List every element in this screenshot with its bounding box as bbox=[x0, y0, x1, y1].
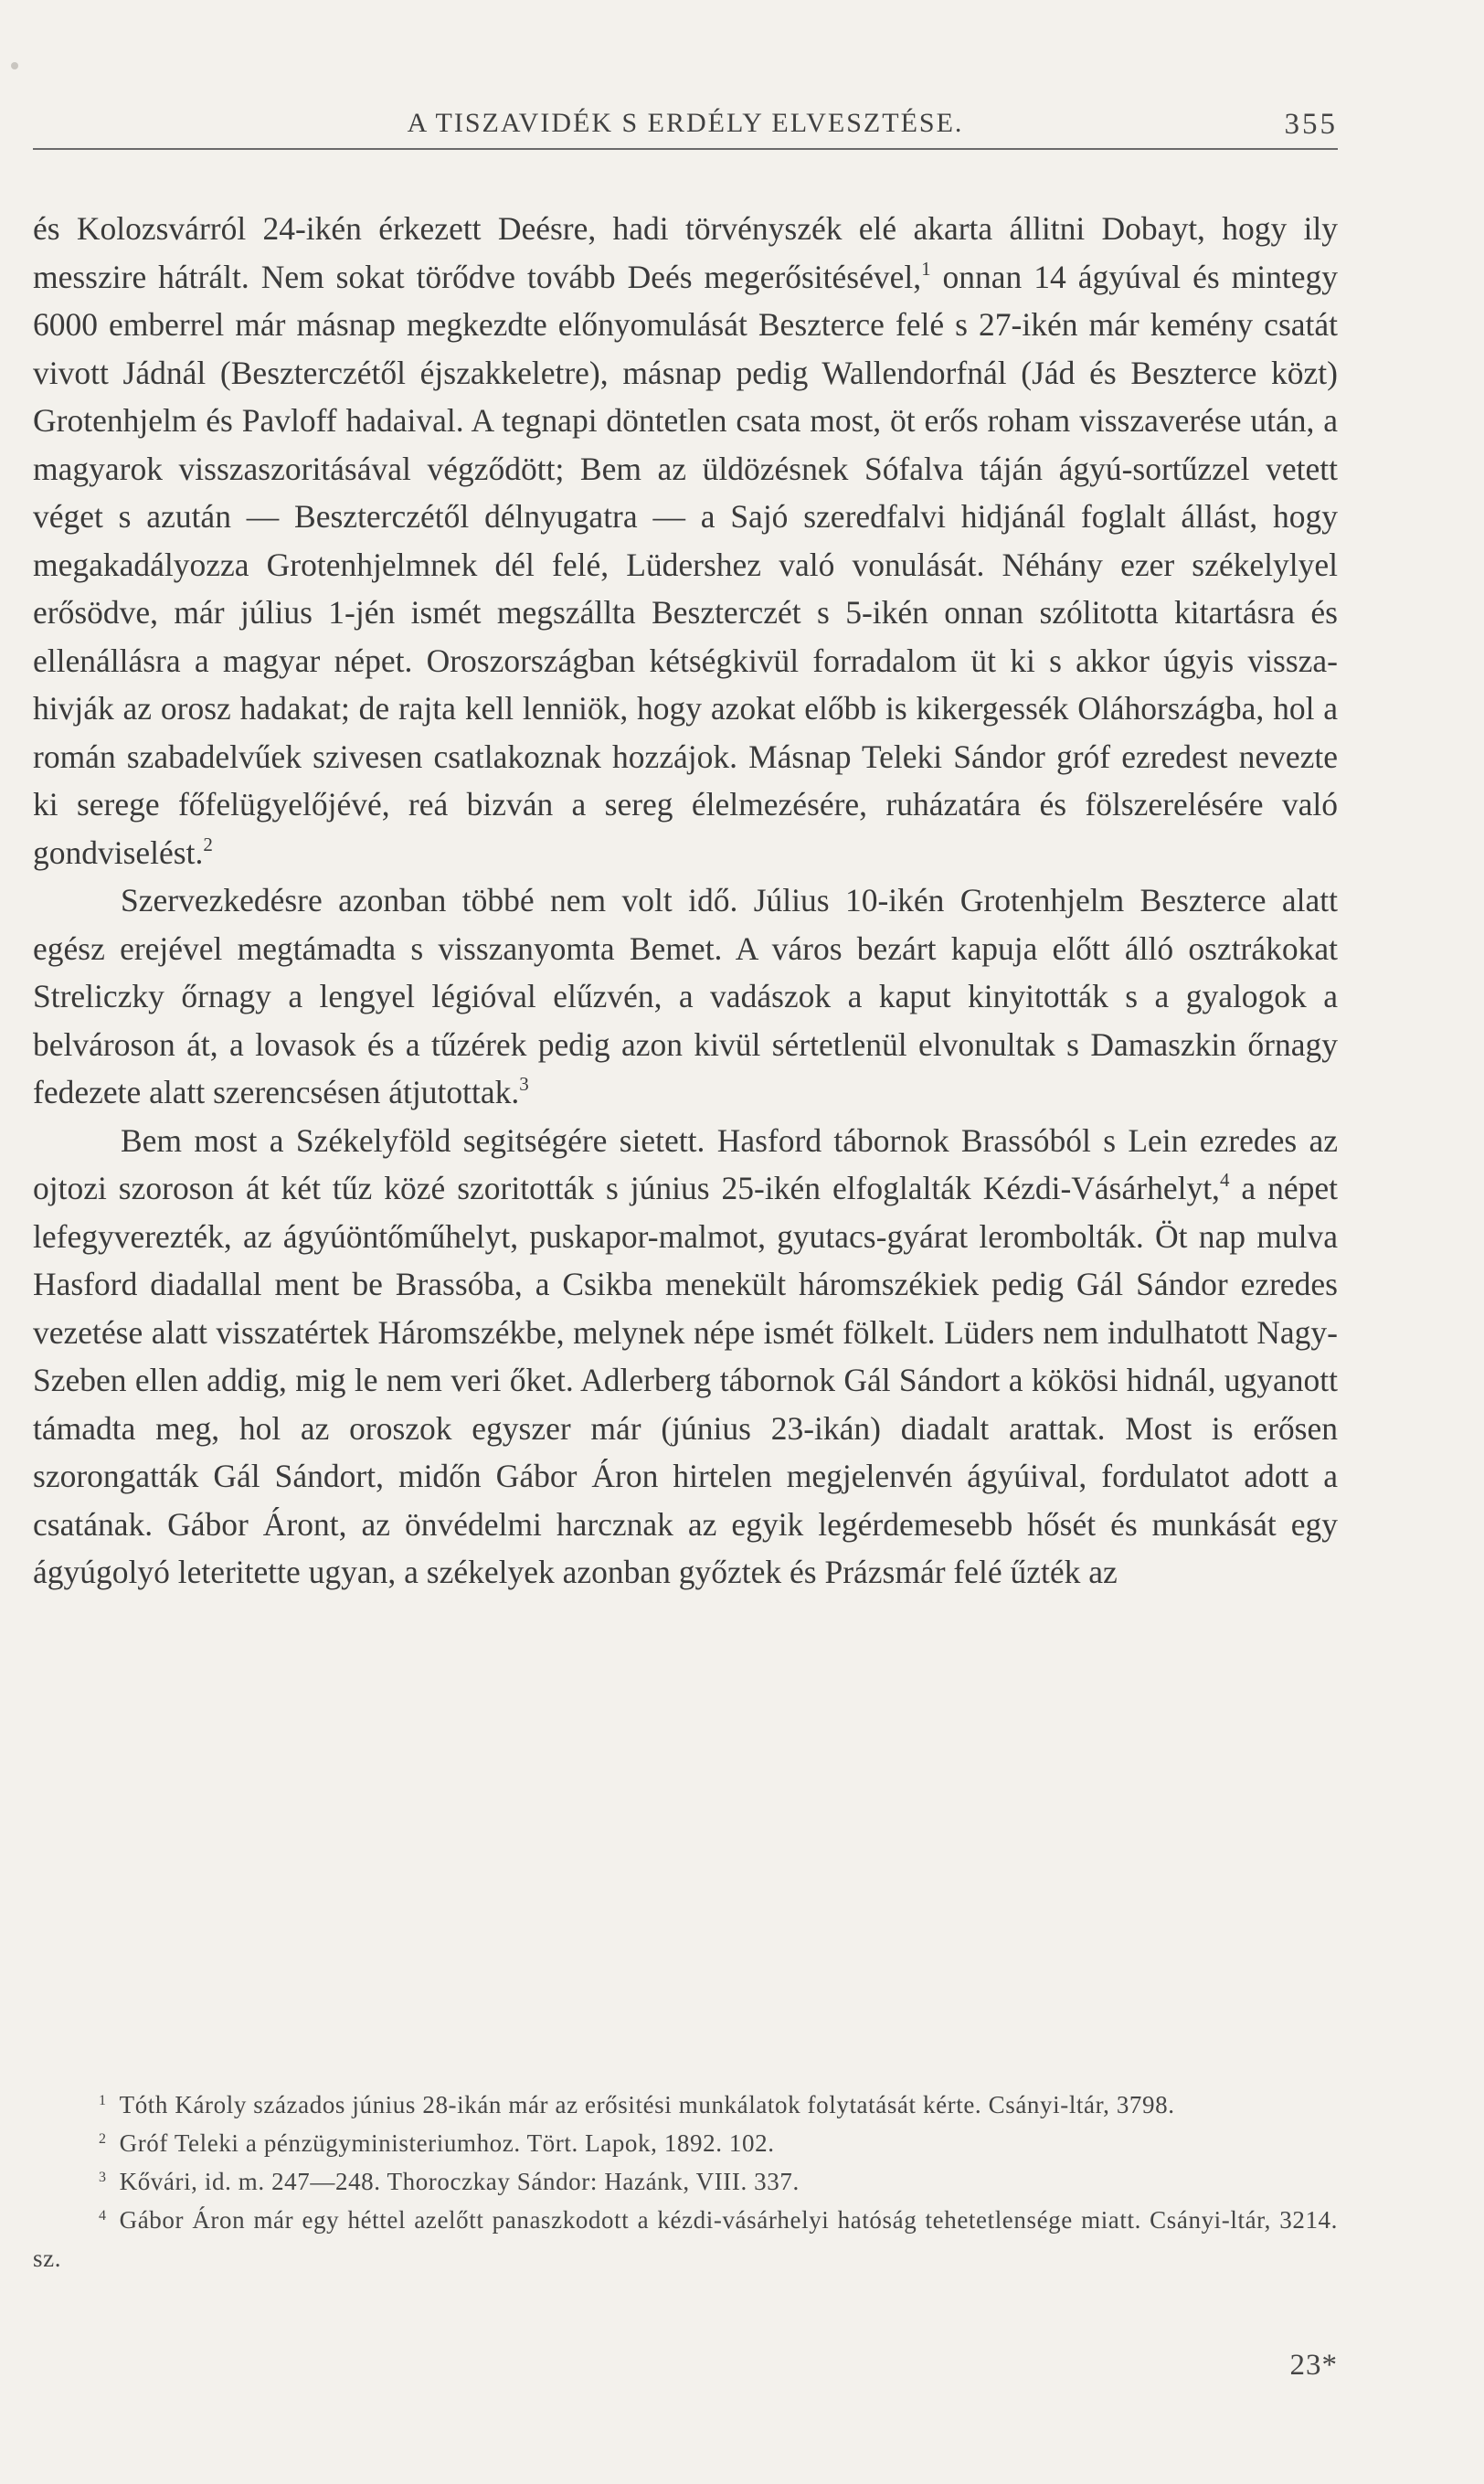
paragraph-1-text-a: és Kolozsvárról 24-ikén érkezett Deésre, hadi törvényszék elé akarta állitni Dobayt, hogy ily messzire hátrált. Nem sokat törődve tovább Deés megerősitésével, bbox=[33, 210, 1338, 295]
footnote-mark: 4 bbox=[99, 2208, 107, 2224]
footnote-text: Tóth Károly százados június 28-ikán már az erősitési munkálatok folytatását kérte. Csányi-ltár, 3798. bbox=[119, 2091, 1175, 2118]
footnote-ref-4: 4 bbox=[1219, 1169, 1230, 1191]
paragraph-1-text-b: onnan 14 ágyúval és mintegy 6000 emberrel már másnap megkezdte előnyomulását Beszterce felé s 27-ikén már kemény csatát vivott Jádnál (Beszterczétől éjszakkeletre), másnap pedig Wallendorfnál (Jád és Beszterce közt) Grotenhjelm és Pavloff hadaival. A tegnapi döntetlen csata most, öt erős roham visszaverése után, a magyarok visszaszoritásával végződött; Bem az üldözésnek Sófalva táján ágyú-sortűzzel vetett véget s azután — Beszterczétől délnyugatra — a Sajó szeredfalvi hidjánál foglalt állást, hogy megakadályozza Grotenhjelmnek dél felé, Lüdershez való vonulását. Néhány ezer székelylyel erősödve, már július 1-jén ismét megszállta Beszterczét s 5-ikén onnan szólitotta kitartásra és ellenállásra a magyar népet. Oroszországban kétségkivül forradalom üt ki s akkor úgyis visszahivják az orosz hadakat; de rajta kell lenniök, hogy azokat előbb is kikergessék Oláhországba, hol a román szabadelvűek szivesen csatlakoznak hozzájok. Másnap Teleki Sándor gróf ezredest nevezte ki serege főfelügyelőjévé, reá bizván a sereg élelmezésére, ruházatára és fölszerelésére való gondviselést. bbox=[33, 258, 1338, 871]
paragraph-3 bbox=[33, 1117, 1338, 1597]
scan-speck bbox=[11, 62, 18, 69]
paragraph-3-text-b: a népet lefegyverezték, az ágyúöntőműhelyt, puskapor-malmot, gyutacs-gyárat lerombolták. Öt nap mulva Hasford diadallal ment be Brassóba, a Csikba menekült háromszékiek pedig Gál Sándor ezredes vezetése alatt visszatértek Háromszékbe, melynek népe ismét fölkelt. Lüders nem indulhatott Nagy-Szeben ellen addig, mig le nem veri őket. Adlerberg tábornok Gál Sándort a kökösi hidnál, ugyanott támadta meg, hol az oroszok egyszer már (június 23-ikán) diadalt arattak. Most is erősen szorongatták Gál Sándort, midőn Gábor Áron hirtelen megjelenvén ágyúival, fordulatot adott a csatának. Gábor Áront, az önvédelmi harcznak az egyik legérdemesebb hősét és munkását egy ágyúgolyó leteritette ugyan, a székelyek azonban győztek és Prázsmár felé űzték az bbox=[33, 1170, 1338, 1590]
footnote-mark: 3 bbox=[99, 2170, 107, 2185]
footnote-mark: 2 bbox=[99, 2131, 107, 2147]
body-text bbox=[33, 205, 1338, 1597]
paragraph-2-text: Szervezkedésre azonban többé nem volt idő. Július 10-ikén Grotenhjelm Beszterce alatt egész erejével megtámadta s visszanyomta Bemet. A város bezárt kapuja előtt álló osztrákokat Streliczky őrnagy a lengyel légióval elűzvén, a vadászok a kaput kinyitották s a gyalogok a belvároson át, a lovasok és a tűzérek pedig azon kivül sértetlenül elvonultak s Damaszkin őrnagy fedezete alatt szerencsésen átjutottak. bbox=[33, 882, 1338, 1110]
paragraph-1 bbox=[33, 205, 1338, 876]
footnote bbox=[33, 2162, 1338, 2201]
footnote bbox=[33, 2086, 1338, 2124]
paragraph-3-text-a: Bem most a Székelyföld segitségére sietett. Hasford tábornok Brassóból s Lein ezredes az ojtozi szoroson át két tűz közé szoritották s június 25-ikén elfoglalták Kézdi-Vásárhelyt, bbox=[33, 1121, 1338, 1206]
footnotes bbox=[33, 2086, 1338, 2277]
footnote-ref-2: 2 bbox=[203, 833, 213, 855]
paragraph-2 bbox=[33, 876, 1338, 1117]
footnote-mark: 1 bbox=[99, 2093, 107, 2108]
running-title: A TISZAVIDÉK S ERDÉLY ELVESZTÉSE. bbox=[407, 108, 964, 138]
signature-mark: 23* bbox=[1289, 2349, 1338, 2382]
footnote-ref-1: 1 bbox=[921, 257, 931, 280]
footnote bbox=[33, 2124, 1338, 2162]
page-number: 355 bbox=[1284, 108, 1338, 141]
footnote-ref-3: 3 bbox=[519, 1073, 529, 1095]
footnote-text: Kővári, id. m. 247—248. Thoroczkay Sándor: Hazánk, VIII. 337. bbox=[119, 2168, 800, 2195]
running-head bbox=[33, 108, 1338, 154]
header-rule bbox=[33, 148, 1338, 150]
footnote-text: Gábor Áron már egy héttel azelőtt panaszkodott a kézdi-vásárhelyi hatóság tehetetlensége miatt. Csányi-ltár, 3214. sz. bbox=[33, 2206, 1338, 2272]
footnote bbox=[33, 2201, 1338, 2277]
footnote-text: Gróf Teleki a pénzügyministeriumhoz. Tört. Lapok, 1892. 102. bbox=[119, 2129, 775, 2157]
